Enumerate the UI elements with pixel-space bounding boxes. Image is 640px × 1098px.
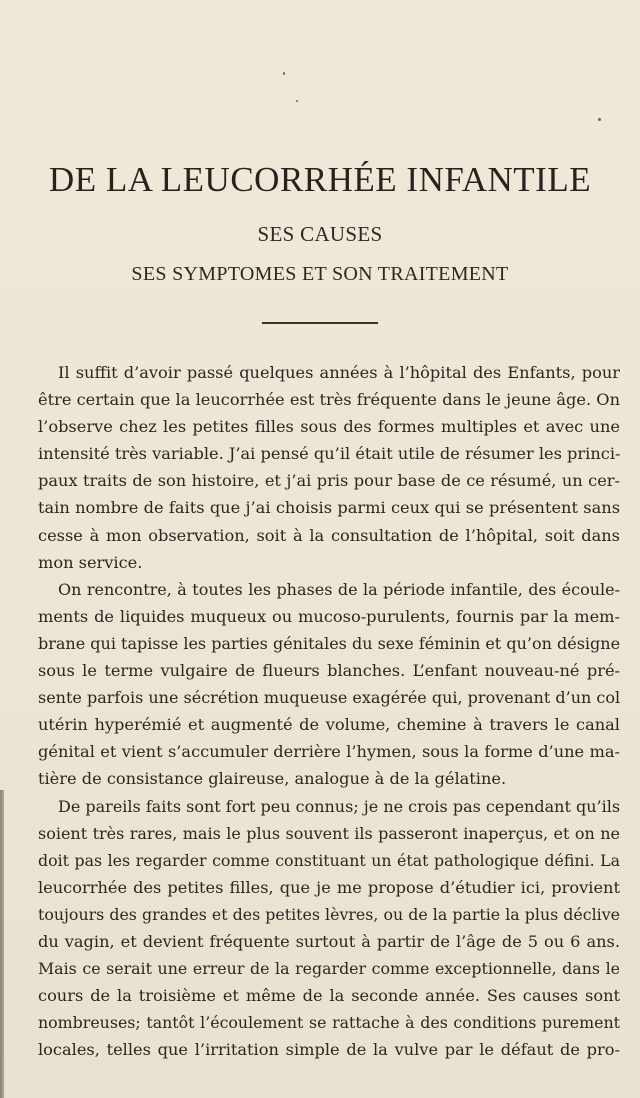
text-line: doit pas les regarder comme constituant un état pathologique défini. La — [38, 850, 620, 870]
ink-speck — [598, 118, 601, 121]
document-title: DE LA LEUCORRHÉE INFANTILE — [48, 160, 592, 199]
text-line: paux traits de son histoire, et j’ai pris pour base de ce résumé, un cer- — [38, 471, 620, 491]
document-subtitle-causes: SES CAUSES — [257, 222, 383, 246]
text-line: locales, telles que l’irritation simple de la vulve par le défaut de pro- — [38, 1040, 620, 1060]
page-binding-edge — [0, 790, 4, 1098]
text-line: De pareils faits sont fort peu connus; je ne crois pas cependant qu’ils — [58, 796, 621, 816]
ink-speck — [296, 100, 298, 102]
text-line: mon service. — [38, 552, 143, 572]
text-line: l’observe chez les petites filles sous des formes multiples et avec une — [38, 417, 620, 437]
text-line: nombreuses; tantôt l’écoulement se rattache à des conditions purement — [38, 1013, 620, 1033]
text-line: cesse à mon observation, soit à la consultation de l’hôpital, soit dans — [38, 525, 620, 545]
body-text — [38, 359, 620, 1063]
text-line: On rencontre, à toutes les phases de la période infantile, des écoule- — [58, 579, 620, 599]
text-line: Il suffit d’avoir passé quelques années à l’hôpital des Enfants, pour — [58, 363, 620, 382]
text-line: cours de la troisième et même de la seconde année. Ses causes sont — [38, 986, 620, 1006]
text-line: brane qui tapisse les parties génitales du sexe féminin et qu’on désigne — [38, 633, 621, 653]
text-line: du vagin, et devient fréquente surtout à partir de l’âge de 5 ou 6 ans. — [38, 931, 620, 951]
title-divider — [262, 322, 378, 324]
text-line: être certain que la leucorrhée est très fréquente dans le jeune âge. On — [38, 390, 620, 410]
text-line: génital et vient s’accumuler derrière l’hymen, sous la forme d’une ma- — [38, 742, 620, 762]
text-line: Mais ce serait une erreur de la regarder comme exceptionnelle, dans le — [38, 959, 620, 979]
text-line: intensité très variable. J’ai pensé qu’il était utile de résumer les princi- — [38, 444, 621, 464]
text-line: tière de consistance glaireuse, analogue à de la gélatine. — [38, 769, 507, 789]
text-line: ments de liquides muqueux ou mucoso-purulents, fournis par la mem- — [38, 606, 620, 626]
text-line: sente parfois une sécrétion muqueuse exagérée qui, provenant d’un col — [38, 688, 621, 708]
text-line: tain nombre de faits que j’ai choisis parmi ceux qui se présentent sans — [38, 498, 620, 518]
text-line: leucorrhée des petites filles, que je me propose d’étudier ici, provient — [38, 877, 620, 897]
document-subtitle-symptoms: SES SYMPTOMES ET SON TRAITEMENT — [131, 263, 509, 285]
ink-speck — [283, 72, 285, 75]
text-line: soient très rares, mais le plus souvent ils passeront inaperçus, et on ne — [38, 823, 620, 843]
text-line: utérin hyperémié et augmenté de volume, chemine à travers le canal — [38, 715, 620, 735]
text-line: toujours des grandes et des petites lèvres, ou de la partie la plus déclive — [38, 904, 620, 924]
text-line: sous le terme vulgaire de flueurs blanches. L’enfant nouveau-né pré- — [38, 661, 620, 681]
